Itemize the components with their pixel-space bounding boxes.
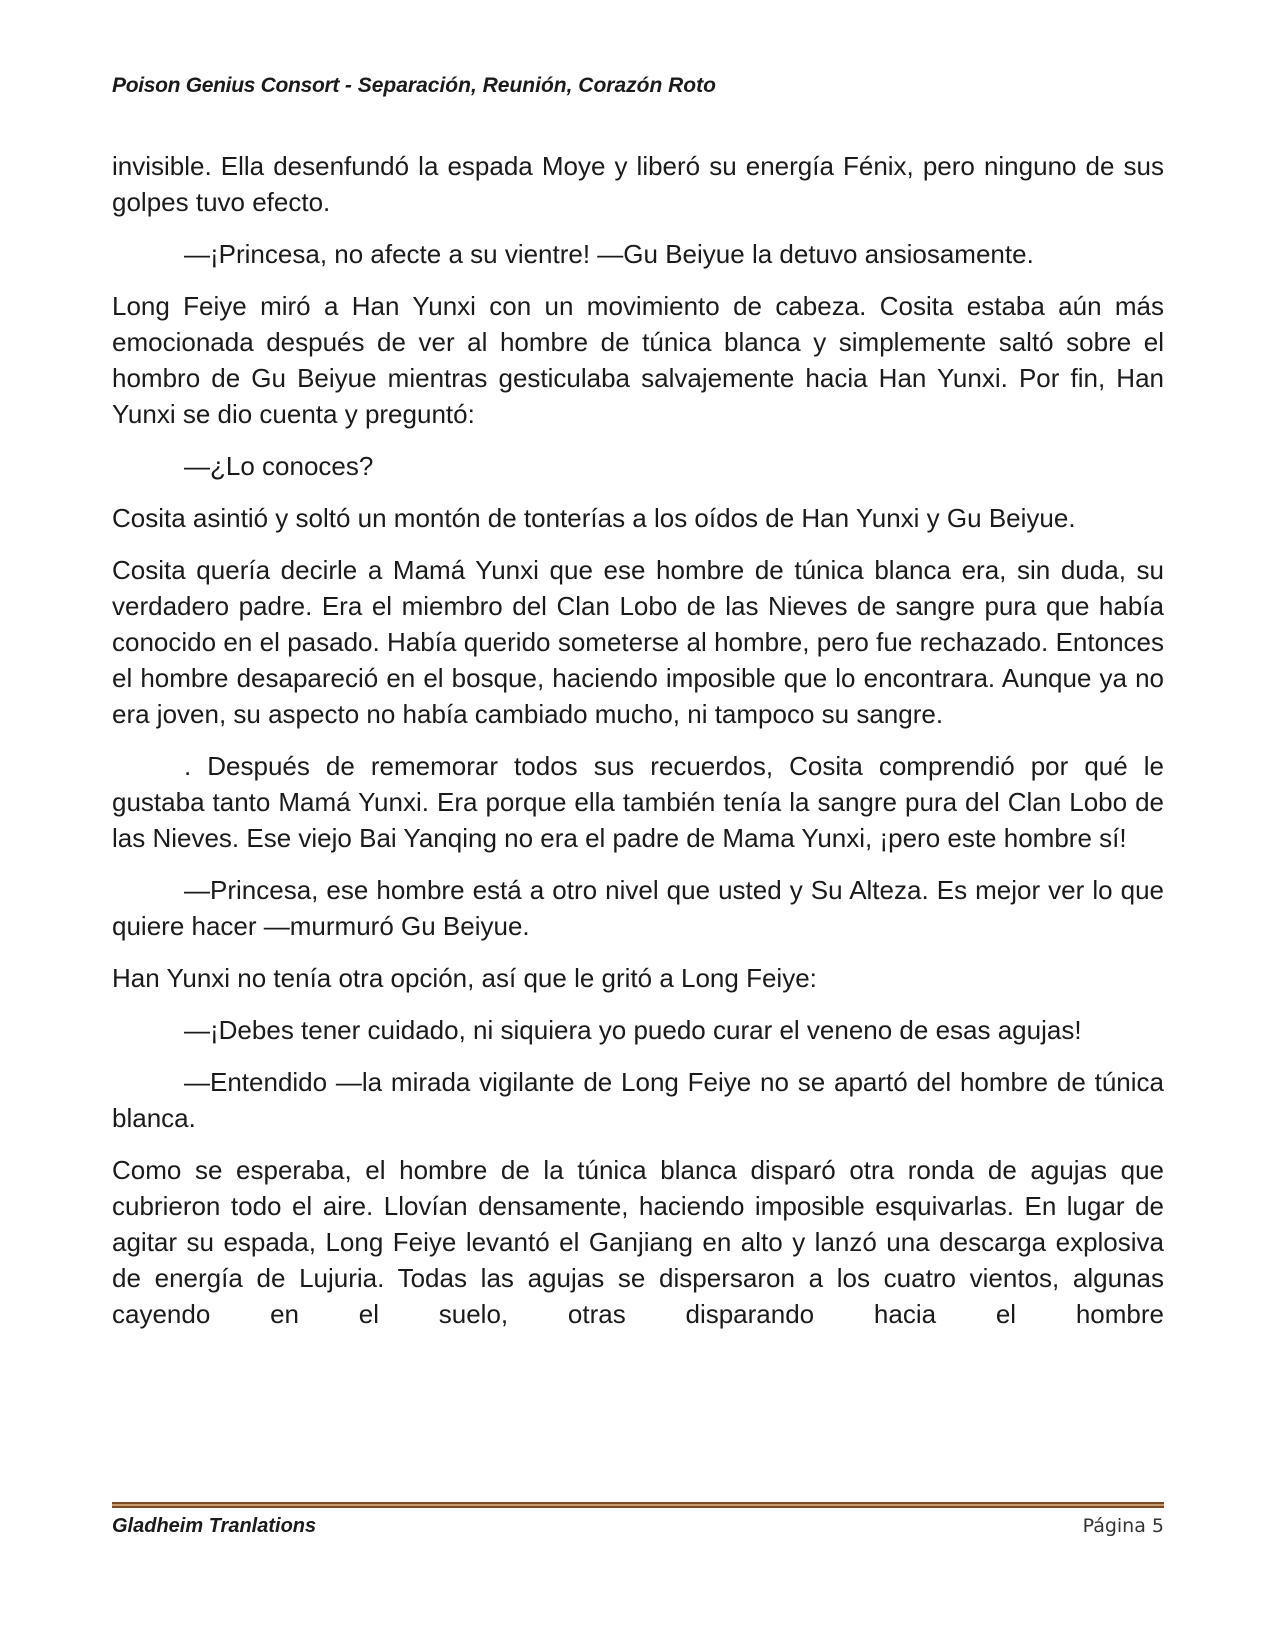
paragraph: . Después de rememorar todos sus recuerdos, Cosita comprendió por qué le gustaba tanto Mamá Yunxi. Era porque ella también tenía la sangre pura del Clan Lobo de las Nieves. Ese viejo Bai Yanqing no era el padre de Mama Yunxi, ¡pero este hombre sí! — [112, 751, 1164, 853]
dialogue-paragraph: —Princesa, ese hombre está a otro nivel que usted y Su Alteza. Es mejor ver lo que quiere hacer —murmuró Gu Beiyue. — [112, 875, 1164, 941]
header-separator: - — [339, 74, 358, 97]
publisher-name: Gladheim Tranlations — [112, 1515, 317, 1537]
paragraph: Cosita asintió y soltó un montón de tonterías a los oídos de Han Yunxi y Gu Beiyue. — [112, 503, 1076, 533]
paragraph: Han Yunxi no tenía otra opción, así que le gritó a Long Feiye: — [112, 963, 817, 993]
body-text — [112, 148, 1164, 1332]
running-header — [112, 74, 716, 98]
paragraph: invisible. Ella desenfundó la espada Moye y liberó su energía Fénix, pero ninguno de sus golpes tuvo efecto. — [112, 151, 1164, 217]
dialogue-paragraph: —Entendido —la mirada vigilante de Long Feiye no se apartó del hombre de túnica blanca. — [112, 1067, 1164, 1133]
book-title: Poison Genius Consort — [112, 74, 340, 97]
footer-divider — [112, 1502, 1164, 1508]
chapter-title: Separación, Reunión, Corazón Roto — [357, 74, 716, 97]
page-number: Página 5 — [1082, 1515, 1164, 1537]
paragraph: Como se esperaba, el hombre de la túnica blanca disparó otra ronda de agujas que cubrieron todo el aire. Llovían densamente, haciendo imposible esquivarlas. En lugar de agitar su espada, Long Feiye levantó el Ganjiang en alto y lanzó una descarga explosiva de energía de Lujuria. Todas las agujas se dispersaron a los cuatro vientos, algunas cayendo en el suelo, otras disparando hacia el hombre — [112, 1155, 1164, 1329]
paragraph: Long Feiye miró a Han Yunxi con un movimiento de cabeza. Cosita estaba aún más emocionada después de ver al hombre de túnica blanca y simplemente saltó sobre el hombro de Gu Beiyue mientras gesticulaba salvajemente hacia Han Yunxi. Por fin, Han Yunxi se dio cuenta y preguntó: — [112, 291, 1164, 429]
paragraph: Cosita quería decirle a Mamá Yunxi que ese hombre de túnica blanca era, sin duda, su verdadero padre. Era el miembro del Clan Lobo de las Nieves de sangre pura que había conocido en el pasado. Había querido someterse al hombre, pero fue rechazado. Entonces el hombre desapareció en el bosque, haciendo imposible que lo encontrara. Aunque ya no era joven, su aspecto no había cambiado mucho, ni tampoco su sangre. — [112, 555, 1164, 729]
dialogue-paragraph: —¡Debes tener cuidado, ni siquiera yo puedo curar el veneno de esas agujas! — [184, 1015, 1082, 1045]
dialogue-paragraph: —¡Princesa, no afecte a su vientre! —Gu Beiyue la detuvo ansiosamente. — [184, 239, 1034, 269]
dialogue-paragraph: —¿Lo conoces? — [184, 451, 374, 481]
